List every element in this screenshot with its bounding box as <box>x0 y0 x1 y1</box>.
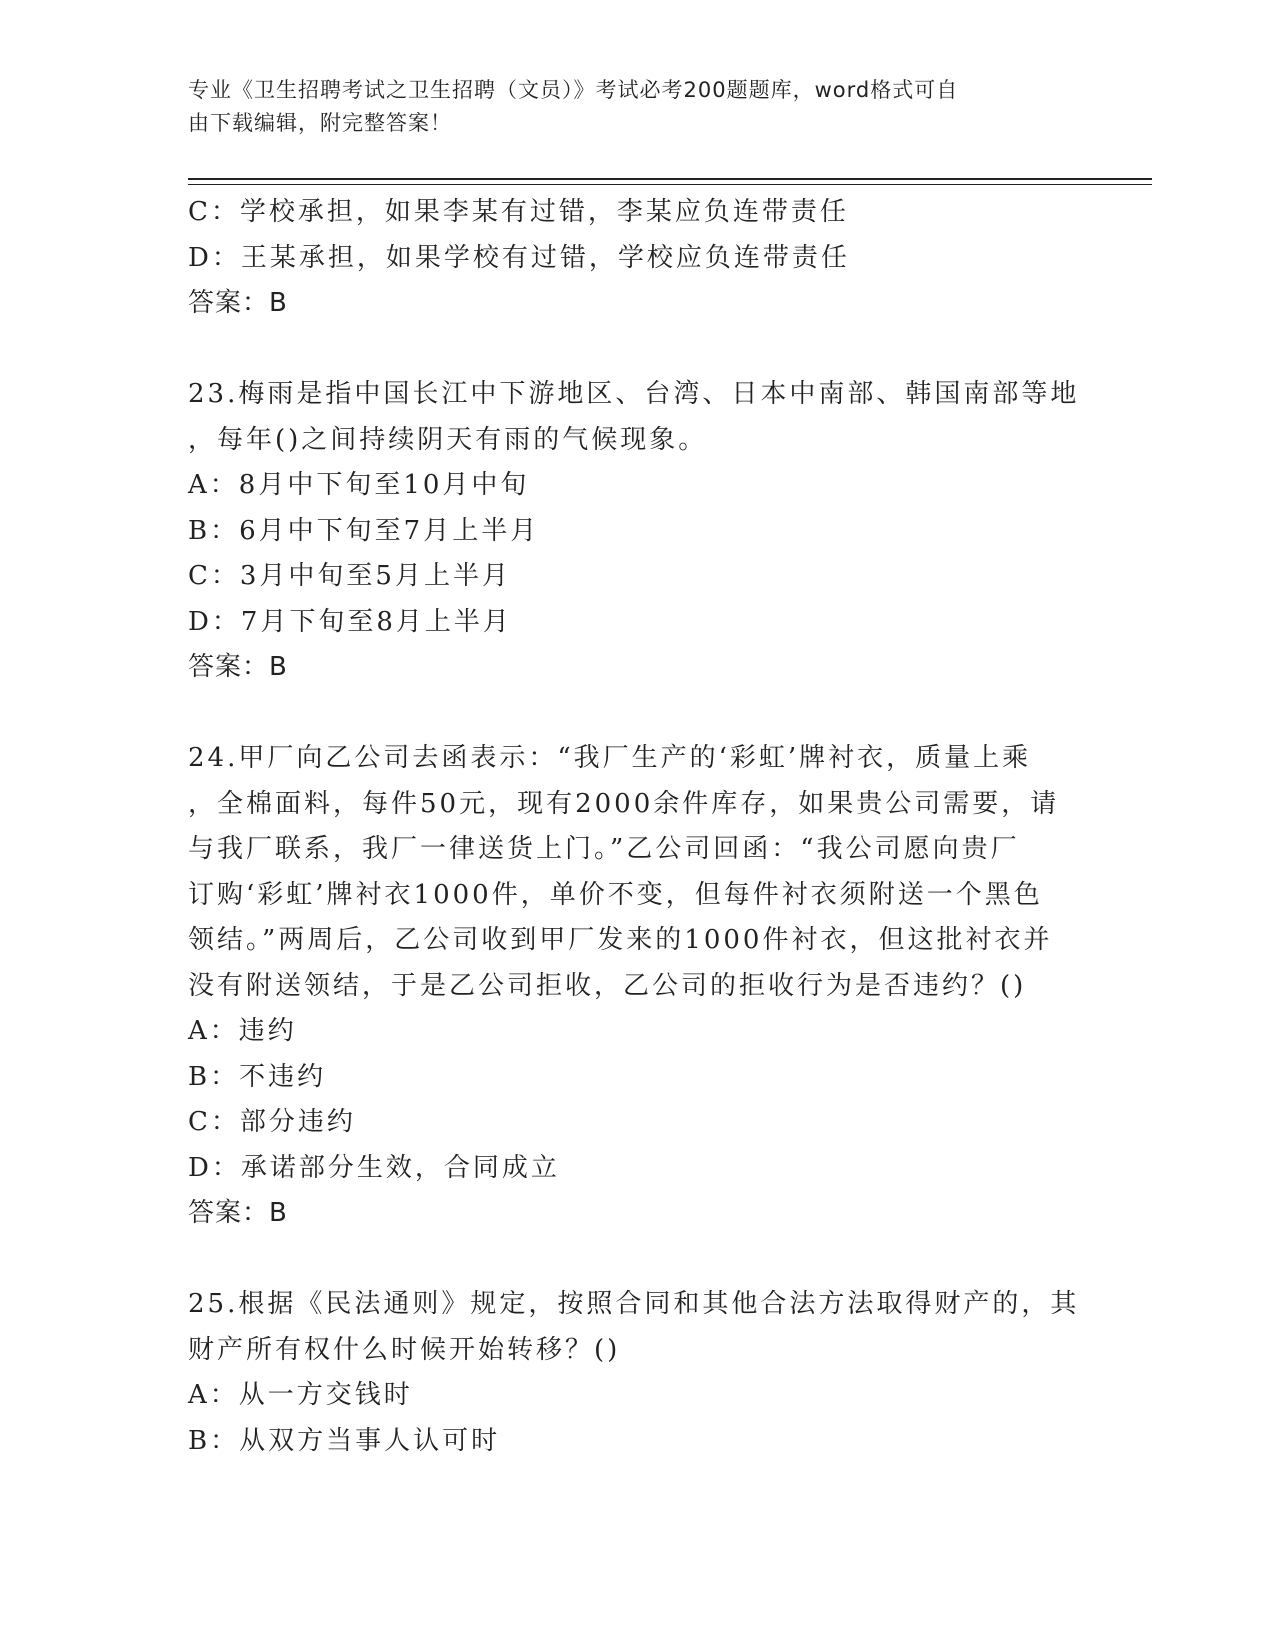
question-block-24 <box>188 736 1088 1237</box>
question-text: 23.梅雨是指中国长江中下游地区、台湾、日本中南部、韩国南部等地 <box>188 379 1080 409</box>
question-text: 与我厂联系，我厂一律送货上门。”乙公司回函：“我公司愿向贵厂 <box>188 834 1020 864</box>
option-a: A：从一方交钱时 <box>188 1380 413 1410</box>
option-b: B：6月中下旬至7月上半月 <box>188 515 540 546</box>
option-c: C：学校承担，如果李某有过错，李某应负连带责任 <box>188 197 849 227</box>
answer-line: 答案：B <box>188 288 288 318</box>
question-text: 财产所有权什么时候开始转移？() <box>188 1334 621 1365</box>
question-text: 领结。”两周后，乙公司收到甲厂发来的1000件衬衣，但这批衬衣并 <box>188 925 1053 955</box>
answer-line: 答案：B <box>188 1198 288 1228</box>
question-text: 订购‘彩虹’牌衬衣1000件，单价不变，但每件衬衣须附送一个黑色 <box>188 879 1043 910</box>
question-text: ，全棉面料，每件50元，现有2000余件库存，如果贵公司需要，请 <box>188 788 1060 819</box>
question-block-23 <box>188 372 1088 691</box>
option-d: D：王某承担，如果学校有过错，学校应负连带责任 <box>188 242 850 273</box>
header-line-2: 由下载编辑，附完整答案！ <box>188 111 452 135</box>
block-spacer <box>188 691 1088 737</box>
answer-line: 答案：B <box>188 652 288 682</box>
question-block-22 <box>188 190 1088 327</box>
header-line-1: 专业《卫生招聘考试之卫生招聘（文员）》考试必考200题题库，word格式可自 <box>188 78 959 102</box>
option-c: C：部分违约 <box>188 1107 356 1137</box>
question-list <box>188 190 1088 1464</box>
question-block-25 <box>188 1282 1088 1464</box>
option-d: D：7月下旬至8月上半月 <box>188 606 512 637</box>
option-c: C：3月中旬至5月上半月 <box>188 561 511 591</box>
question-text: 没有附送领结，于是乙公司拒收，乙公司的拒收行为是否违约？() <box>188 970 1027 1001</box>
header-divider-thin <box>188 184 1152 185</box>
block-spacer <box>188 1237 1088 1283</box>
option-d: D：承诺部分生效，合同成立 <box>188 1152 560 1183</box>
header-divider-thick <box>188 178 1152 180</box>
question-text: ，每年()之间持续阴天有雨的气候现象。 <box>188 424 708 455</box>
question-text: 25.根据《民法通则》规定，按照合同和其他合法方法取得财产的，其 <box>188 1289 1080 1319</box>
option-a: A：违约 <box>188 1016 297 1046</box>
option-a: A：8月中下旬至10月中旬 <box>188 470 530 500</box>
document-header <box>188 74 1068 140</box>
option-b: B：从双方当事人认可时 <box>188 1425 501 1456</box>
question-text: 24.甲厂向乙公司去函表示：“我厂生产的‘彩虹’牌衬衣，质量上乘 <box>188 743 1032 773</box>
option-b: B：不违约 <box>188 1061 327 1092</box>
block-spacer <box>188 327 1088 373</box>
